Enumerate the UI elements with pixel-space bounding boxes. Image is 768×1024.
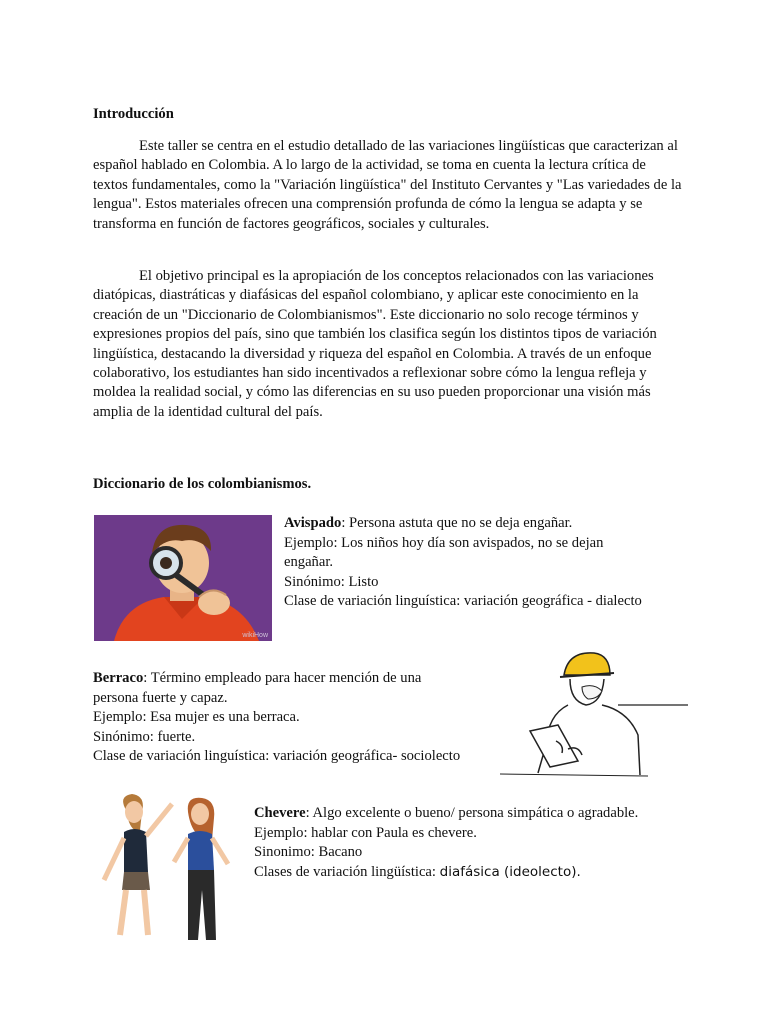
entry-chevere-definition-line bbox=[254, 804, 674, 824]
entry-berraco-synonym: Sinónimo: fuerte. bbox=[93, 728, 196, 745]
entry-chevere-definition: : Algo excelente o bueno/ persona simpática o agradable. bbox=[305, 805, 639, 821]
entry-berraco-example: Ejemplo: Esa mujer es una berraca. bbox=[93, 709, 300, 725]
entry-chevere-variation-line bbox=[254, 863, 674, 883]
avispado-illustration bbox=[94, 515, 272, 641]
entry-avispado-example: Ejemplo: Los niños hoy día son avispados, no se dejan engañar. bbox=[284, 534, 604, 570]
entry-avispado bbox=[284, 514, 684, 612]
entry-chevere-synonym: Sinonimo: Bacano bbox=[254, 844, 363, 860]
intro-paragraph-2: El objetivo principal es la apropiación de los conceptos relacionados con las variaciones diatópicas, diastráticas y diafásicas del español colombiano, y aplicar este conocimiento en la creación de un "Diccionario de Colombianismos". Este diccionario no solo recoge términos y expresiones propios del país, sino que también los clasifica según los distintos tipos de variación lingüística, destacando la diversidad y riqueza del español en Colombia. A través de un enfoque colaborativo, los estudiantes han sido incentivados a reflexionar sobre cómo la lengua refleja y moldea la realidad social, y cómo las diferencias en su uso pueden proporcionar una visión más amplia de la identidad cultural del país. bbox=[93, 268, 657, 420]
intro-paragraph-1: Este taller se centra en el estudio detallado de las variaciones lingüísticas que caracterizan al español hablado en Colombia. A lo largo de la actividad, se toma en cuenta la lectura crítica de textos fundamentales, como la "Variación lingüística" del Instituto Cervantes y "Las variedades de la lengua". Estos materiales ofrecen una comprensión profunda de cómo la lengua se adapta y se transforma en función de factores geográficos, sociales y culturales. bbox=[93, 138, 682, 232]
entry-avispado-definition-line bbox=[284, 514, 684, 534]
entry-chevere-variation-value: diafásica (ideolecto). bbox=[439, 863, 581, 880]
entry-berraco-definition-line bbox=[93, 669, 453, 708]
entry-chevere-word: Chevere bbox=[254, 805, 306, 821]
wikihow-watermark: wikiHow bbox=[242, 632, 268, 639]
entry-chevere-example: Ejemplo: hablar con Paula es chevere. bbox=[254, 824, 477, 841]
entry-berraco-definition: : Término empleado para hacer mención de una persona fuerte y capaz. bbox=[93, 670, 422, 706]
entry-berraco-variation: Clase de variación linguística: variación geográfica- sociolecto bbox=[93, 748, 461, 764]
chevere-illustration bbox=[96, 790, 241, 955]
berraco-illustration bbox=[498, 645, 693, 780]
entry-avispado-word: Avispado bbox=[284, 515, 342, 531]
entry-chevere bbox=[254, 804, 674, 882]
entry-berraco-word: Berraco bbox=[93, 670, 144, 686]
entry-avispado-variation: Clase de variación linguística: variación geográfica - dialecto bbox=[284, 593, 642, 609]
entry-avispado-synonym: Sinónimo: Listo bbox=[284, 573, 379, 590]
entry-avispado-definition: : Persona astuta que no se deja engañar. bbox=[341, 515, 573, 531]
entry-chevere-variation-prefix: Clases de variación lingüística: bbox=[254, 863, 440, 880]
dictionary-heading: Diccionario de los colombianismos. bbox=[93, 476, 312, 492]
intro-heading: Introducción bbox=[93, 106, 174, 122]
entry-berraco bbox=[93, 669, 488, 767]
